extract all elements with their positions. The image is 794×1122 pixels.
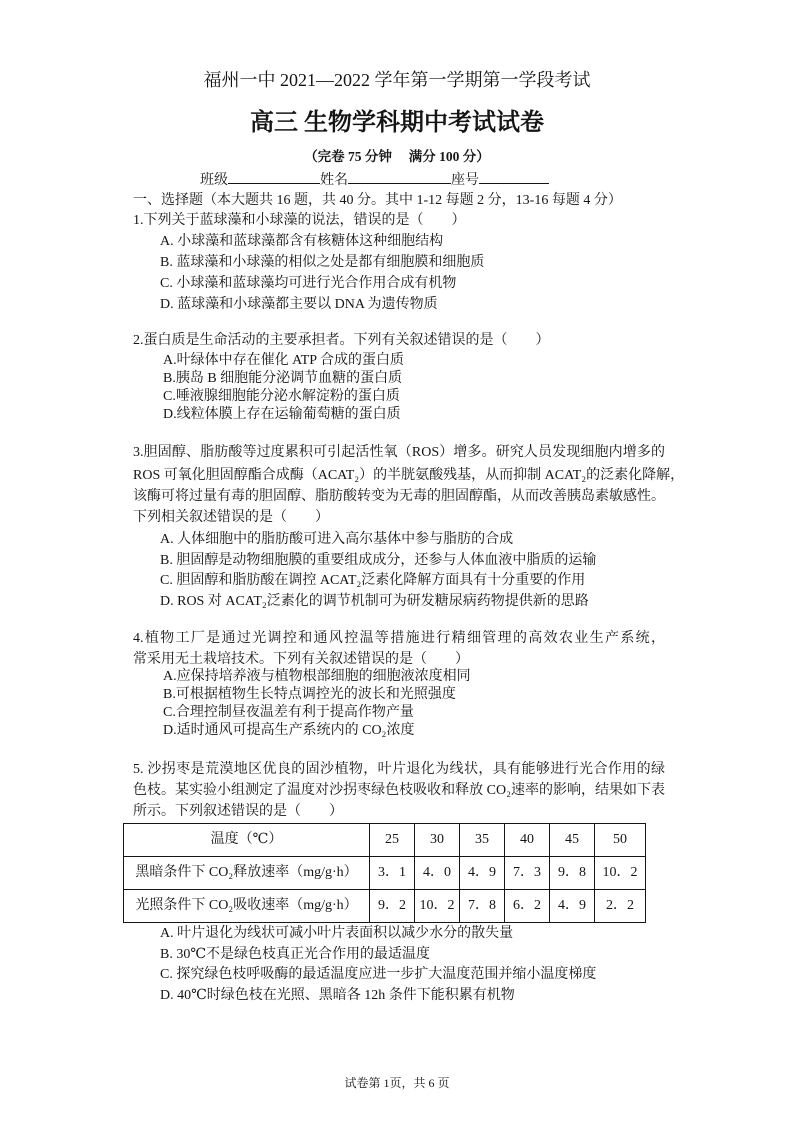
table-cell: 7．3 — [505, 857, 550, 890]
question-4-option-c: C.合理控制昼夜温差有利于提高作物产量 — [163, 705, 414, 720]
seat-blank — [479, 183, 549, 184]
question-1-option-a: A. 小球藻和蓝球藻都含有核糖体这种细胞结构 — [160, 234, 444, 249]
question-3-option-c: C. 胆固醇和脂肪酸在调控 ACAT₂泛素化降解方面具有十分重要的作用 — [160, 573, 586, 588]
question-3-stem-line-4: 下列相关叙述错误的是（ ） — [133, 510, 329, 525]
page-title: 高三 生物学科期中考试试卷 — [250, 110, 544, 136]
table-row — [124, 890, 646, 923]
question-2-option-b: B.胰岛 B 细胞能分泌调节血糖的蛋白质 — [163, 371, 403, 386]
question-3-stem-line-3: 该酶可将过量有毒的胆固醇、脂肪酸转变为无毒的胆固醇酯，从而改善胰岛素敏感性。 — [133, 489, 665, 504]
question-2-option-a: A.叶绿体中存在催化 ATP 合成的蛋白质 — [163, 353, 404, 368]
question-4-stem-line-1: 4.植物工厂是通过光调控和通风控温等措施进行精细管理的高效农业生产系统， — [133, 631, 665, 646]
table-cell: 2．2 — [595, 890, 646, 923]
question-3-stem-line-2: ROS 可氧化胆固醇酯合成酶（ACAT₂）的半胱氨酸残基，从而抑制 ACAT₂的泛素化降解， — [133, 468, 685, 483]
table-row-label: 光照条件下 CO₂吸收速率（mg/g·h） — [124, 890, 370, 923]
question-3-option-a: A. 人体细胞中的脂肪酸可进入高尔基体中参与脂肪的合成 — [160, 532, 514, 547]
exam-name: 福州一中 2021—2022 学年第一学期第一学段考试 — [203, 70, 591, 90]
question-4-stem-line-2: 常采用无土栽培技术。下列有关叙述错误的是（ ） — [133, 652, 469, 667]
question-5-option-a: A. 叶片退化为线状可减小叶片表面积以减少水分的散失量 — [160, 926, 514, 941]
question-1-stem: 1.下列关于蓝球藻和小球藻的说法，错误的是（ ） — [133, 213, 466, 228]
section-title: 一、选择题（本大题共 16 题，共 40 分。其中 1-12 每题 2 分，13-16 每题 4 分） — [133, 193, 622, 208]
question-4-option-b: B.可根据植物生长特点调控光的波长和光照强度 — [163, 687, 456, 702]
table-header-cell: 30 — [415, 824, 460, 857]
question-3-option-d: D. ROS 对 ACAT₂泛素化的调节机制可为研发糖尿病药物提供新的思路 — [160, 594, 589, 609]
question-2-option-c: C.唾液腺细胞能分泌水解淀粉的蛋白质 — [163, 389, 400, 404]
table-row-label: 黑暗条件下 CO₂释放速率（mg/g·h） — [124, 857, 370, 890]
table-header-cell: 温度（℃） — [124, 824, 370, 857]
table-header-cell: 50 — [595, 824, 646, 857]
question-5-option-d: D. 40℃时绿色枝在光照、黑暗各 12h 条件下能积累有机物 — [160, 988, 515, 1003]
question-5-stem-line-3: 所示。下列叙述错误的是（ ） — [133, 804, 343, 819]
question-5-option-c: C. 探究绿色枝呼吸酶的最适温度应进一步扩大温度范围并缩小温度梯度 — [160, 967, 597, 982]
question-5-stem-line-2: 色枝。某实验小组测定了温度对沙拐枣绿色枝吸收和释放 CO₂速率的影响，结果如下表 — [133, 783, 665, 798]
question-4-option-d: D.适时通风可提高生产系统内的 CO₂浓度 — [163, 723, 415, 738]
table-cell: 6．2 — [505, 890, 550, 923]
table-cell: 9．2 — [370, 890, 415, 923]
question-5-stem-line-1: 5. 沙拐枣是荒漠地区优良的固沙植物，叶片退化为线状，具有能够进行光合作用的绿 — [133, 762, 665, 777]
class-label: 班级 — [200, 173, 228, 188]
question-5-option-b: B. 30℃不是绿色枝真正光合作用的最适温度 — [160, 947, 430, 962]
student-info-line — [200, 171, 549, 191]
table-cell: 3．1 — [370, 857, 415, 890]
table-cell: 9．8 — [550, 857, 595, 890]
question-1-option-b: B. 蓝球藻和小球藻的相似之处是都有细胞膜和细胞质 — [160, 255, 485, 270]
table-row — [124, 857, 646, 890]
name-blank — [348, 183, 451, 184]
question-2-option-d: D.线粒体膜上存在运输葡萄糖的蛋白质 — [163, 407, 401, 422]
table-cell: 4．0 — [415, 857, 460, 890]
table-header-cell: 45 — [550, 824, 595, 857]
table-header-cell: 40 — [505, 824, 550, 857]
table-cell: 10．2 — [415, 890, 460, 923]
question-2-stem: 2.蛋白质是生命活动的主要承担者。下列有关叙述错误的是（ ） — [133, 333, 550, 348]
co2-rate-table — [123, 823, 646, 923]
table-header-row — [124, 824, 646, 857]
table-cell: 4．9 — [550, 890, 595, 923]
table-header-cell: 35 — [460, 824, 505, 857]
table-cell: 10．2 — [595, 857, 646, 890]
table-cell: 7．8 — [460, 890, 505, 923]
table-header-cell: 25 — [370, 824, 415, 857]
seat-label: 座号 — [451, 173, 479, 188]
duration-score: （完卷 75 分钟 满分 100 分） — [304, 149, 490, 164]
question-3-option-b: B. 胆固醇是动物细胞膜的重要组成成分，还参与人体血液中脂质的运输 — [160, 553, 597, 568]
question-1-option-c: C. 小球藻和蓝球藻均可进行光合作用合成有机物 — [160, 276, 457, 291]
name-label: 姓名 — [320, 173, 348, 188]
question-1-option-d: D. 蓝球藻和小球藻都主要以 DNA 为遗传物质 — [160, 297, 438, 312]
table-cell: 4．9 — [460, 857, 505, 890]
class-blank — [228, 183, 320, 184]
page-footer: 试卷第 1页，共 6 页 — [344, 1076, 450, 1090]
question-4-option-a: A.应保持培养液与植物根部细胞的细胞液浓度相同 — [163, 669, 471, 684]
question-3-stem-line-1: 3.胆固醇、脂肪酸等过度累积可引起活性氧（ROS）增多。研究人员发现细胞内增多的 — [133, 445, 665, 460]
